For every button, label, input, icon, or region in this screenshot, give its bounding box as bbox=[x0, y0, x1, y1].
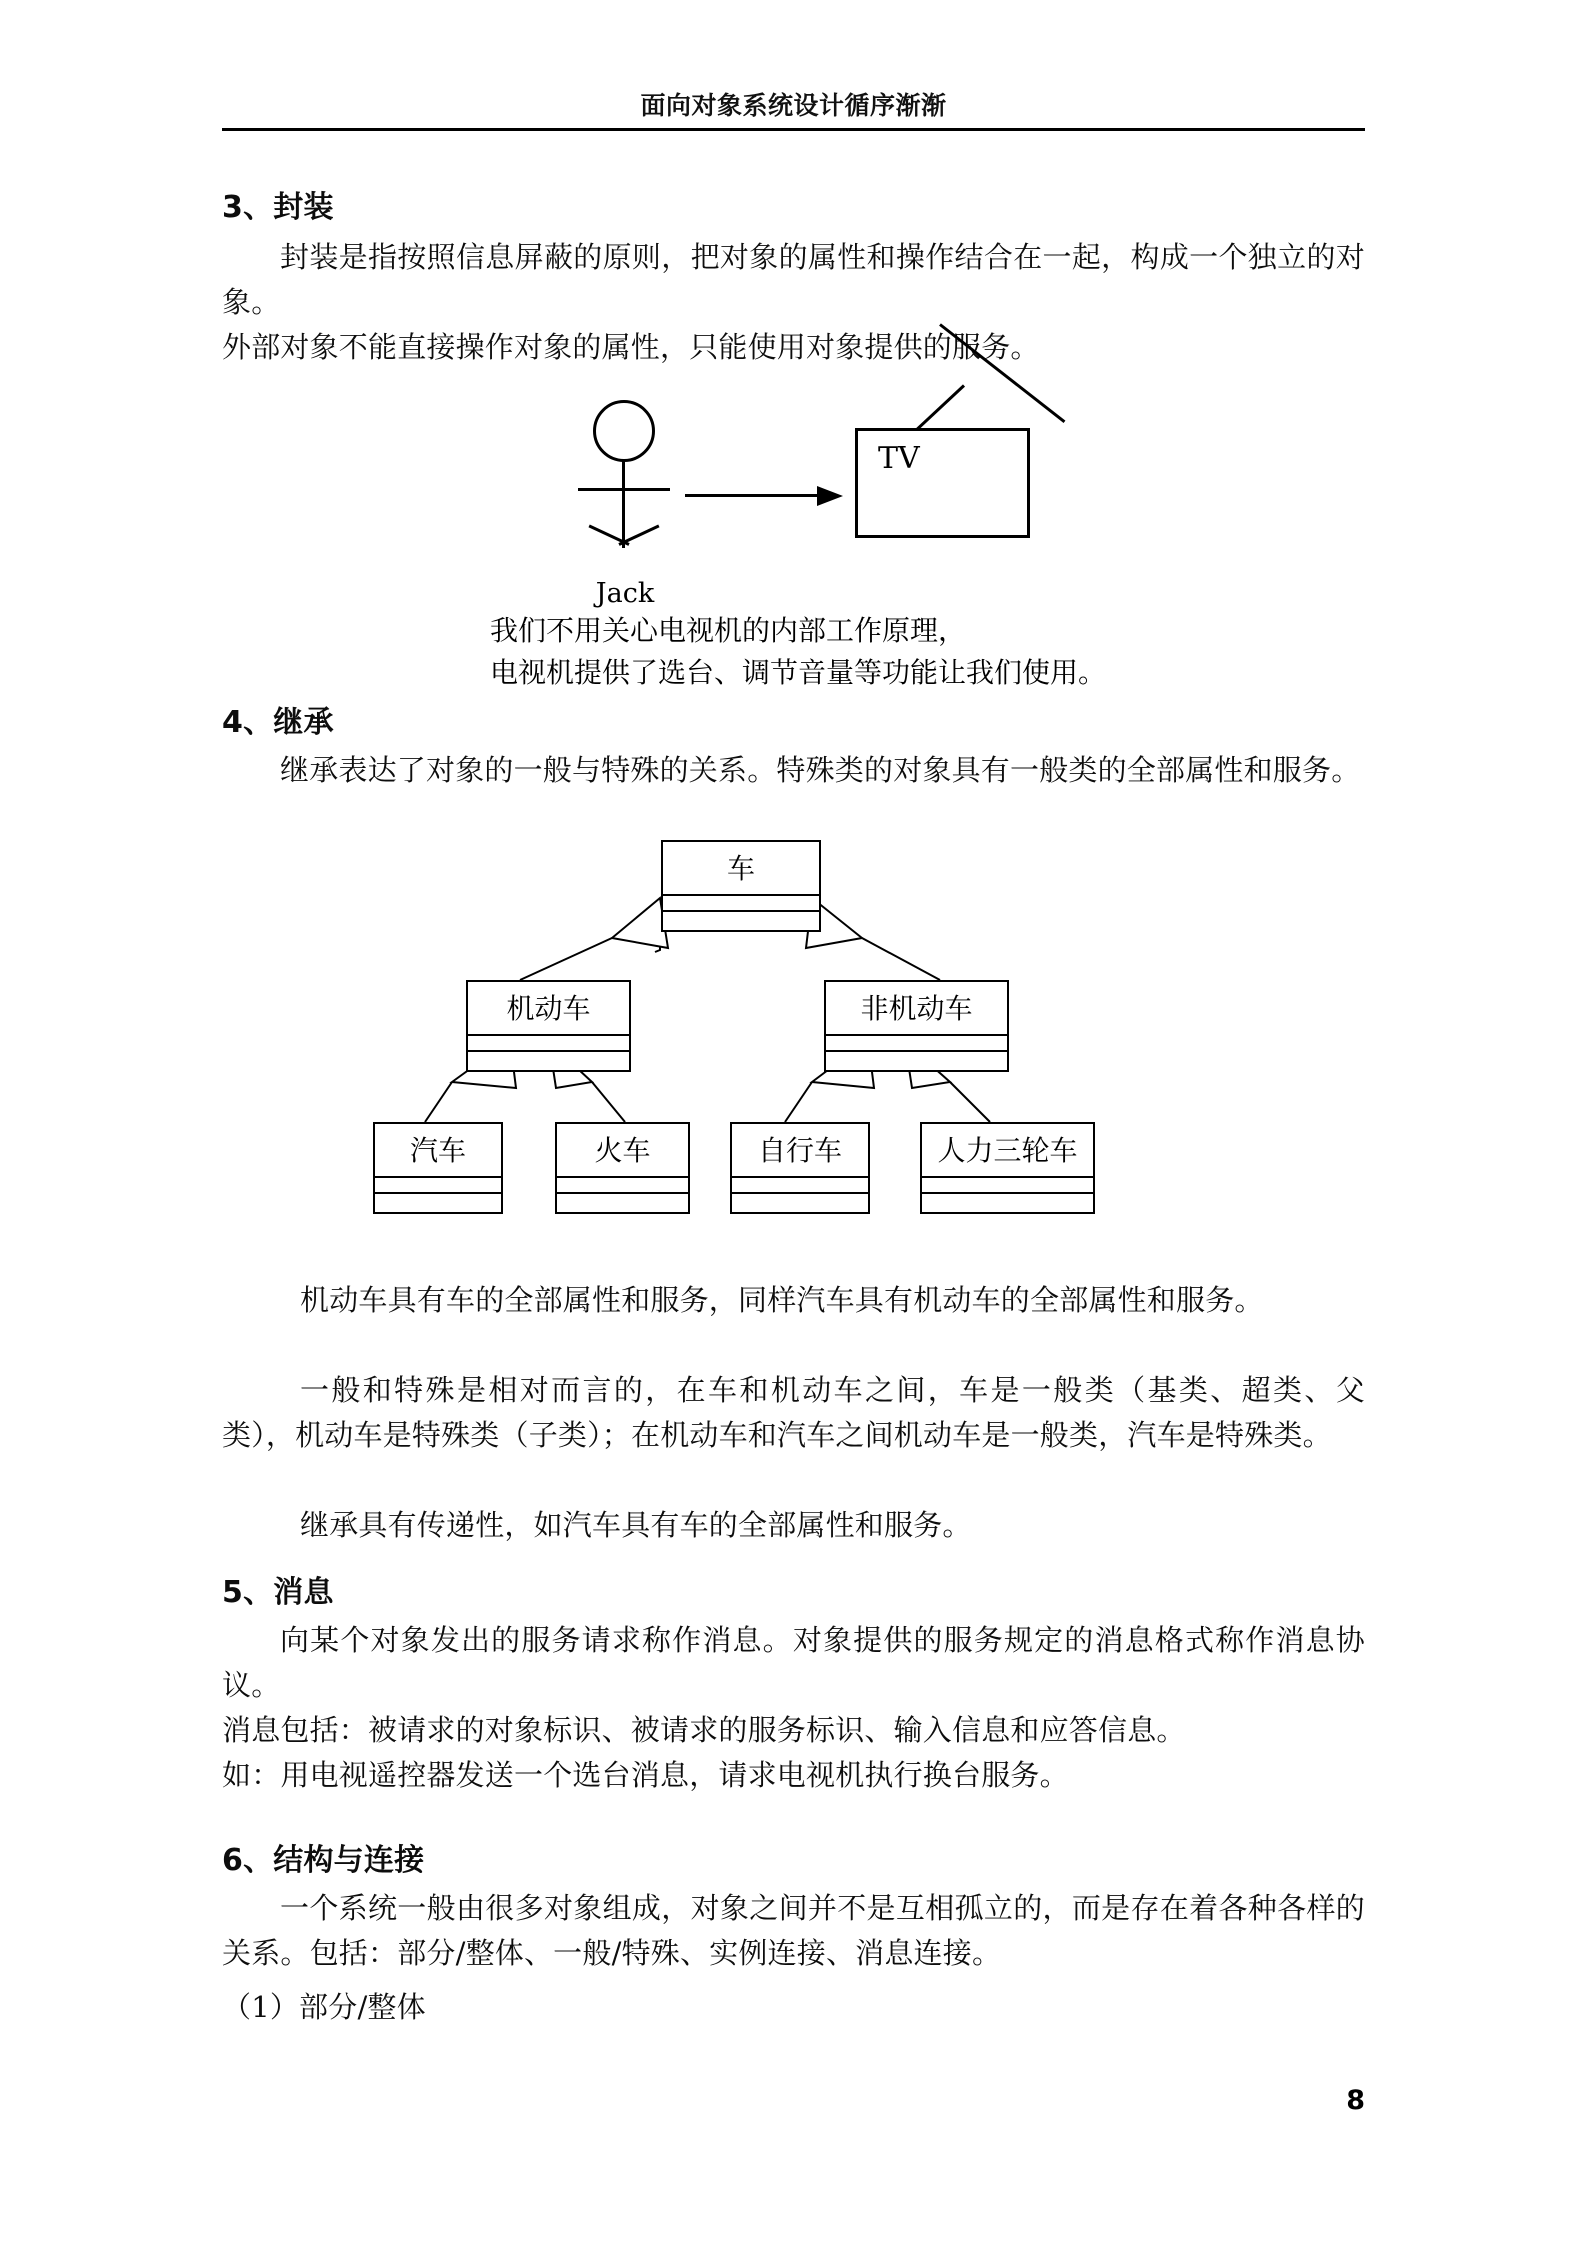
uml-attributes-compartment bbox=[557, 1178, 688, 1194]
actor-arms-icon bbox=[578, 488, 670, 491]
uml-class-motor-vehicle bbox=[466, 980, 631, 1072]
uml-class-name: 汽车 bbox=[375, 1124, 501, 1178]
uml-attributes-compartment bbox=[922, 1178, 1093, 1194]
section-5-paragraph-3: 如：用电视遥控器发送一个选台消息，请求电视机执行换台服务。 bbox=[222, 1758, 1069, 1792]
header-divider bbox=[222, 128, 1365, 131]
message-arrow-icon bbox=[685, 486, 845, 506]
uml-class-name: 人力三轮车 bbox=[922, 1124, 1093, 1178]
uml-class-train bbox=[555, 1122, 690, 1214]
section-4-paragraph-1: 继承表达了对象的一般与特殊的关系。特殊类的对象具有一般类的全部属性和服务。 bbox=[280, 753, 1361, 787]
uml-attributes-compartment bbox=[732, 1178, 868, 1194]
actor-head-icon bbox=[593, 400, 655, 462]
uml-class-name: 自行车 bbox=[732, 1124, 868, 1178]
uml-class-pedicab bbox=[920, 1122, 1095, 1214]
section-5-paragraph-2: 消息包括：被请求的对象标识、被请求的服务标识、输入信息和应答信息。 bbox=[222, 1713, 1186, 1747]
uml-operations-compartment bbox=[826, 1052, 1007, 1070]
uml-operations-compartment bbox=[663, 912, 819, 930]
section-3-paragraph-1: 封装是指按照信息屏蔽的原则，把对象的属性和操作结合在一起，构成一个独立的对象。 bbox=[222, 240, 1365, 319]
caption-line-2: 电视机提供了选台、调节音量等功能让我们使用。 bbox=[490, 656, 1107, 689]
inheritance-diagram bbox=[0, 840, 1587, 1240]
section-4-heading: 4、继承 bbox=[222, 705, 334, 740]
page-header-title: 面向对象系统设计循序渐渐 bbox=[640, 91, 947, 120]
actor-body-icon bbox=[622, 460, 625, 548]
actor-label: Jack bbox=[595, 578, 655, 609]
uml-class-name: 非机动车 bbox=[826, 982, 1007, 1036]
uml-attributes-compartment bbox=[826, 1036, 1007, 1052]
uml-attributes-compartment bbox=[375, 1178, 501, 1194]
uml-operations-compartment bbox=[468, 1052, 629, 1070]
tv-label: TV bbox=[878, 441, 920, 476]
uml-attributes-compartment bbox=[663, 896, 819, 912]
uml-operations-compartment bbox=[557, 1194, 688, 1212]
uml-attributes-compartment bbox=[468, 1036, 629, 1052]
uml-class-name: 机动车 bbox=[468, 982, 629, 1036]
uml-operations-compartment bbox=[732, 1194, 868, 1212]
uml-class-name: 车 bbox=[663, 842, 819, 896]
section-6-paragraph-1: 一个系统一般由很多对象组成，对象之间并不是互相孤立的，而是存在着各种各样的关系。包括：部分/整体、一般/特殊、实例连接、消息连接。 bbox=[222, 1891, 1365, 1970]
section-6-paragraph-2: （1）部分/整体 bbox=[222, 1990, 426, 2024]
uml-class-root bbox=[661, 840, 821, 932]
section-5-heading: 5、消息 bbox=[222, 1575, 334, 1610]
uml-class-non-motor-vehicle bbox=[824, 980, 1009, 1072]
encapsulation-caption bbox=[490, 610, 1106, 694]
arrow-shaft bbox=[685, 494, 823, 497]
uml-operations-compartment bbox=[375, 1194, 501, 1212]
encapsulation-diagram bbox=[0, 385, 1587, 689]
section-3-heading: 3、封装 bbox=[222, 190, 334, 225]
arrow-head bbox=[817, 486, 843, 506]
section-4-paragraph-3: 一般和特殊是相对而言的，在车和机动车之间，车是一般类（基类、超类、父类），机动车是特殊类（子类）；在机动车和汽车之间机动车是一般类，汽车是特殊类。 bbox=[222, 1373, 1365, 1452]
section-6-heading: 6、结构与连接 bbox=[222, 1843, 425, 1878]
actor-jack bbox=[565, 400, 685, 609]
page-number: 8 bbox=[1346, 2085, 1365, 2116]
section-4-paragraph-4: 继承具有传递性，如汽车具有车的全部属性和服务。 bbox=[300, 1508, 972, 1542]
tv-object-box bbox=[855, 428, 1030, 538]
uml-operations-compartment bbox=[922, 1194, 1093, 1212]
uml-class-name: 火车 bbox=[557, 1124, 688, 1178]
section-5-paragraph-1: 向某个对象发出的服务请求称作消息。对象提供的服务规定的消息格式称作消息协议。 bbox=[222, 1623, 1365, 1702]
uml-class-car bbox=[373, 1122, 503, 1214]
caption-line-1: 我们不用关心电视机的内部工作原理， bbox=[490, 614, 967, 647]
section-3-paragraph-2: 外部对象不能直接操作对象的属性，只能使用对象提供的服务。 bbox=[222, 330, 1040, 364]
uml-class-bicycle bbox=[730, 1122, 870, 1214]
section-4-paragraph-2: 机动车具有车的全部属性和服务，同样汽车具有机动车的全部属性和服务。 bbox=[300, 1283, 1264, 1317]
